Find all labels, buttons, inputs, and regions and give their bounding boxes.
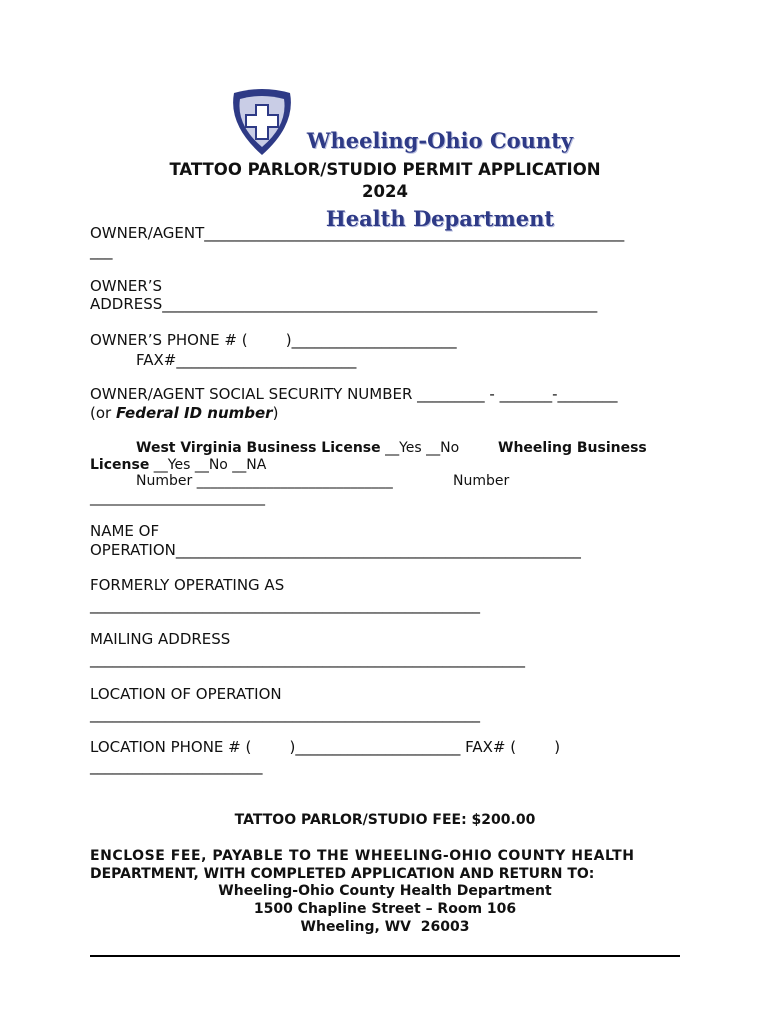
organization-name-line2: Health Department <box>325 206 555 231</box>
permit-fee: TATTOO PARLOR/STUDIO FEE: $200.00 <box>234 812 536 828</box>
formerly-operating-as-label: FORMERLY OPERATING AS <box>90 576 285 594</box>
form-title: TATTOO PARLOR/STUDIO PERMIT APPLICATION <box>169 160 601 179</box>
owners-address-label: OWNER’S <box>90 277 163 295</box>
form-year: 2024 <box>362 182 408 201</box>
owners-phone-field[interactable]: OWNER’S PHONE # ( )______________________ <box>90 331 457 349</box>
shield-cross-icon <box>226 87 298 159</box>
wheeling-license-number-label: Number <box>453 473 510 489</box>
federal-id-open: (or <box>90 404 116 422</box>
ssn-field[interactable]: OWNER/AGENT SOCIAL SECURITY NUMBER _________ - _______-________ <box>90 385 618 403</box>
location-of-operation-field[interactable]: ____________________________________________________ <box>90 705 480 723</box>
wheeling-business-license-options[interactable]: __Yes __No __NA <box>149 457 267 473</box>
federal-id-note <box>90 404 278 422</box>
enclose-instructions-line1: ENCLOSE FEE, PAYABLE TO THE WHEELING-OHIO COUNTY HEALTH <box>90 848 635 864</box>
wheeling-business-license-label: Wheeling Business <box>498 440 647 456</box>
name-of-operation-label: NAME OF <box>90 522 160 540</box>
wv-business-license-options[interactable]: __Yes __No <box>380 440 460 456</box>
return-address-line2: 1500 Chapline Street – Room 106 <box>253 901 517 917</box>
owner-agent-field[interactable]: OWNER/AGENT________________________________________________________ <box>90 224 625 242</box>
organization-name-line1: Wheeling-Ohio County <box>306 128 574 153</box>
wheeling-business-license-field[interactable] <box>90 457 266 473</box>
name-of-operation-field[interactable]: OPERATION______________________________________________________ <box>90 541 581 559</box>
wv-business-license-field[interactable] <box>136 440 459 456</box>
bottom-divider <box>90 955 680 957</box>
wheeling-license-number-field[interactable]: _________________________ <box>90 490 265 506</box>
location-phone-field[interactable]: LOCATION PHONE # ( )______________________ FAX# ( ) <box>90 738 561 756</box>
mailing-address-label: MAILING ADDRESS <box>90 630 231 648</box>
department-logo <box>216 68 288 140</box>
federal-id-label: Federal ID number <box>115 404 273 422</box>
wv-license-number-field[interactable]: Number ____________________________ <box>136 473 393 489</box>
return-address-line1: Wheeling-Ohio County Health Department <box>218 883 552 899</box>
federal-id-close: ) <box>272 404 279 422</box>
owners-fax-field[interactable]: FAX#________________________ <box>136 351 357 369</box>
owners-address-field[interactable]: ADDRESS__________________________________________________________ <box>90 295 598 313</box>
location-fax-field[interactable]: _______________________ <box>90 757 263 775</box>
mailing-address-field[interactable]: __________________________________________________________ <box>90 650 525 668</box>
wv-business-license-label: West Virginia Business License <box>136 440 381 456</box>
wheeling-business-license-label-cont: License <box>90 457 150 473</box>
owner-agent-field-continuation[interactable]: ___ <box>90 242 113 260</box>
location-of-operation-label: LOCATION OF OPERATION <box>90 685 282 703</box>
return-address-line3: Wheeling, WV 26003 <box>300 919 470 935</box>
enclose-instructions-line2: DEPARTMENT, WITH COMPLETED APPLICATION AND RETURN TO: <box>90 866 595 882</box>
formerly-operating-as-field[interactable]: ____________________________________________________ <box>90 596 480 614</box>
